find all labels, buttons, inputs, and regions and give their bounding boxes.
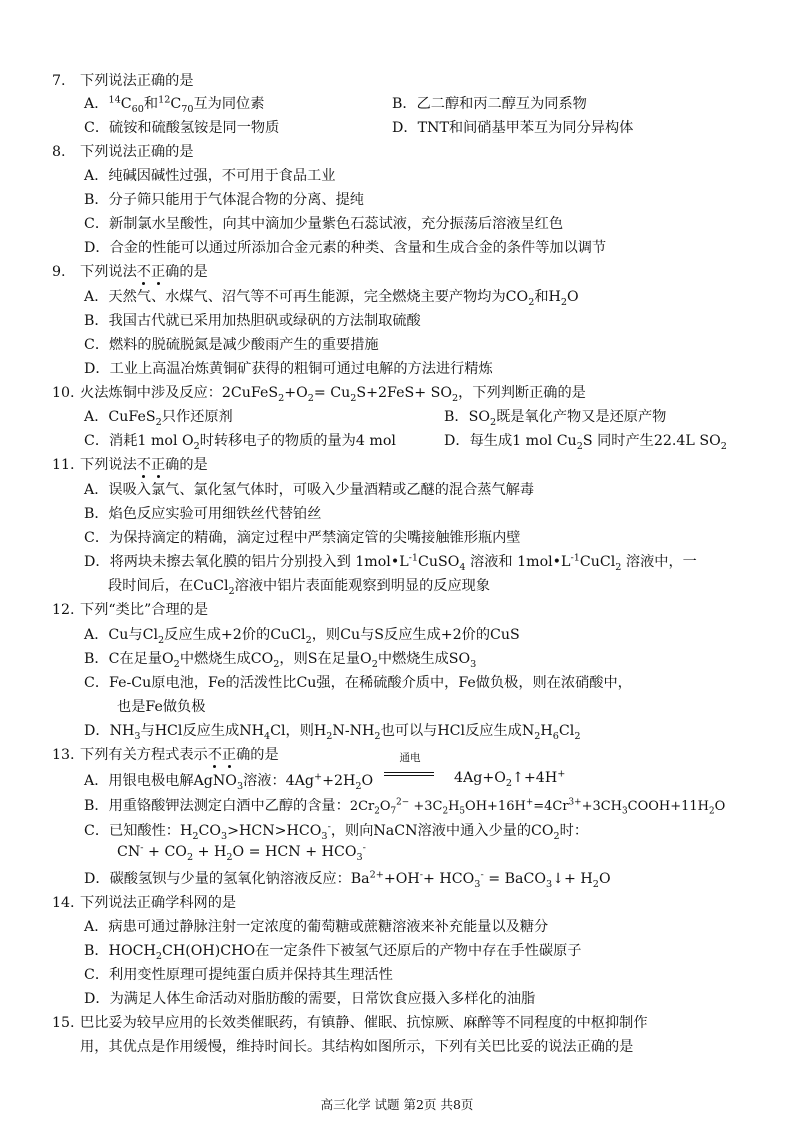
q12-option-b: B．C在足量$O_2$中燃烧生成$CO_2$，则S在足量$O_2$中燃烧生成$SO_3$: [84, 651, 477, 670]
q12-option-c-line2: 也是Fe做负极: [117, 699, 206, 715]
q13-option-a-rhs: $4Ag+O_2↑+4H^+$: [454, 768, 566, 789]
question-13: 13. 下列有关方程式表示不正确的是: [52, 744, 279, 764]
q9-option-a: A．天然气、水煤气、沼气等不可再生能源，完全燃烧主要产物均为$CO_2$和$H_2O$: [84, 289, 579, 308]
q8-option-a: A．纯碱因碱性过强，不可用于食品工业: [84, 168, 336, 184]
q8-option-c: C．新制氯水呈酸性，向其中滴加少量紫色石蕊试液，充分振荡后溶液呈红色: [84, 216, 564, 232]
q9-option-c: C．燃料的脱硫脱氮是减少酸雨产生的重要措施: [84, 337, 379, 353]
question-12: 12. 下列“类比”合理的是: [52, 602, 209, 618]
q14-option-d: D．为满足人体生命活动对脂肪酸的需要，日常饮食应摄入多样化的油脂: [84, 991, 536, 1007]
q7-option-c: C．硫铵和硫酸氢铵是同一物质: [84, 120, 280, 136]
q13-option-a: A．用银电极电解AgNO$_3$溶液：$4Ag^++2H_2O$: [84, 771, 374, 792]
q11-option-d-line1: D．将两块未擦去氧化膜的铝片分别投入到 $1mol•L^{-1}CuSO_4$ 溶液和 $1mol•L^{-1}CuCl_2$ 溶液中，一: [84, 552, 697, 573]
electrolysis-condition-label: 通电: [399, 752, 421, 764]
reaction-arrow-line-top: [384, 772, 434, 773]
q9-option-b: B．我国古代就已采用加热胆矾或绿矾的方法制取硫酸: [84, 313, 421, 329]
q12-option-d: D．$NH_3$与HCl反应生成$NH_4Cl$，则$H_2N-NH_2$也可以与HCl反应生成$N_2H_6Cl_2$: [84, 723, 581, 742]
q13-option-c-line2: $CN^- + CO_2 + H_2O$ = HCN + $HCO_3^-$: [117, 842, 366, 863]
question-14: 14. 下列说法正确学科网的是: [52, 895, 237, 911]
q10-option-a: A．CuFeS$_2$只作还原剂: [84, 409, 233, 428]
q8-option-b: B．分子筛只能用于气体混合物的分离、提纯: [84, 192, 364, 208]
question-15: 15. 巴比妥为较早应用的长效类催眠药，有镇静、催眠、抗惊厥、麻醉等不同程度的中枢抑制作: [52, 1015, 648, 1031]
q11-option-d-line2: 段时间后，在CuCl$_2$溶液中铝片表面能观察到明显的反应现象: [108, 578, 491, 597]
question-9: 9. 下列说法不正确的是: [52, 261, 208, 281]
question-8: 8. 下列说法正确的是: [52, 144, 194, 160]
q9-option-d: D．工业上高温冶炼黄铜矿获得的粗铜可通过电解的方法进行精炼: [84, 361, 493, 377]
q13-option-d: D．碳酸氢钡与少量的氢氧化钠溶液反应：$Ba^{2+}+OH^-+ HCO_3^-$ = BaCO$_3$↓+ $H_2O$: [84, 869, 611, 890]
q12-option-c-line1: C．Fe-Cu原电池，Fe的活泼性比Cu强，在稀硫酸介质中，Fe做负极，则在浓硝酸中，: [84, 675, 632, 691]
page-footer: 高三化学 试题 第2页 共8页: [320, 1097, 474, 1112]
q13-option-b: B．用重铬酸钾法测定白酒中乙醇的含量：$2Cr_2O_7^{2-}$ $+3C_2H_5OH+16H^+=4Cr^{3+}+3CH_3COOH+11H_2O$: [84, 797, 726, 817]
q11-option-b: B．焰色反应实验可用细铁丝代替铂丝: [84, 506, 322, 522]
reaction-arrow-line-bottom: [384, 775, 434, 776]
question-11: 11. 下列说法不正确的是: [52, 454, 208, 474]
q10-option-b: B．$SO_2$既是氧化产物又是还原产物: [444, 409, 667, 428]
q14-option-c: C．利用变性原理可提纯蛋白质并保持其生理活性: [84, 967, 393, 983]
q13-option-c-line1: C．已知酸性：$H_2CO_3>HCN>HCO_3^-$，则向NaCN溶液中通入少量的$CO_2$时：: [84, 821, 589, 842]
question-15-line2: 用，其优点是作用缓慢，维持时间长。其结构如图所示，下列有关巴比妥的说法正确的是: [80, 1039, 634, 1055]
q7-option-a: A．$^{14}C_{60}$和$^{12}C_{70}$互为同位素: [84, 94, 265, 115]
q10-option-c: C．消耗1 mol $O_2$时转移电子的物质的量为4 mol: [84, 433, 396, 452]
q12-option-a: A．Cu与$Cl_2$反应生成+2价的CuCl$_2$，则Cu与S反应生成+2价的CuS: [84, 627, 520, 646]
q11-option-a: A．误吸入氯气、氯化氢气体时，可吸入少量酒精或乙醚的混合蒸气解毒: [84, 482, 535, 498]
q10-option-d: D．每生成1 mol $Cu_2S$ 同时产生22.4L $SO_2$: [444, 433, 727, 452]
q14-option-b: B．$HOCH_2CH(OH)CHO$在一定条件下被氢气还原后的产物中存在手性碳原子: [84, 943, 582, 962]
question-10: 10. 火法炼铜中涉及反应：$2CuFeS_2+O_2= Cu_2S+2FeS+ SO_2$，下列判断正确的是: [52, 385, 586, 404]
q7-option-d: D．TNT和间硝基甲苯互为同分异构体: [392, 120, 634, 136]
q8-option-d: D．合金的性能可以通过所添加合金元素的种类、含量和生成合金的条件等加以调节: [84, 240, 607, 256]
q7-option-b: B．乙二醇和丙二醇互为同系物: [392, 96, 587, 112]
q14-option-a: A．病患可通过静脉注射一定浓度的葡萄糖或蔗糖溶液来补充能量以及糖分: [84, 919, 549, 935]
question-7: 7. 下列说法正确的是: [52, 73, 194, 89]
q11-option-c: C．为保持滴定的精确，滴定过程中严禁滴定管的尖嘴接触锥形瓶内壁: [84, 530, 521, 546]
